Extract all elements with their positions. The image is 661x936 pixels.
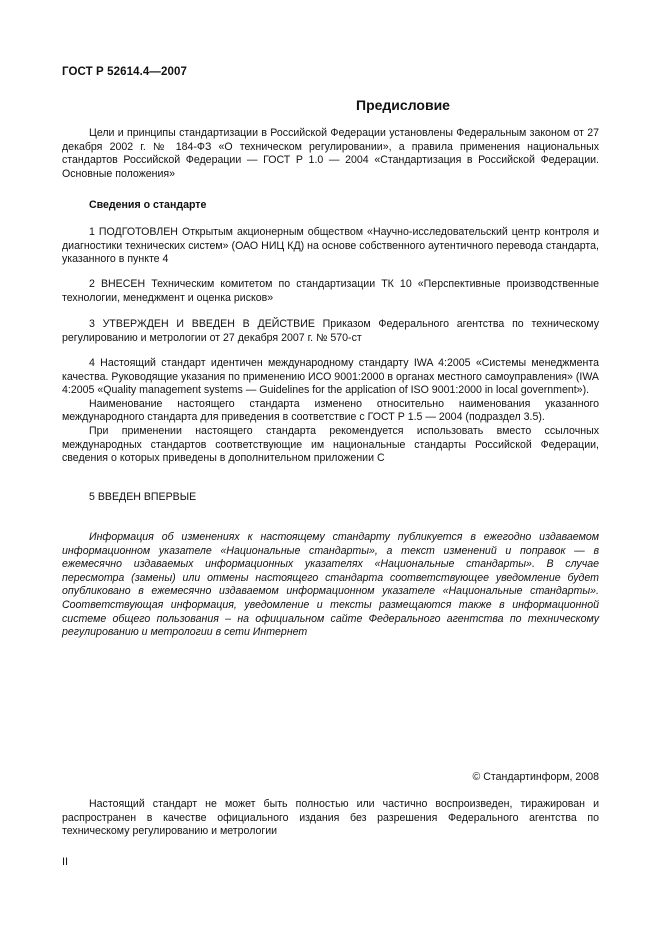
item-3: 3 УТВЕРЖДЕН И ВВЕДЕН В ДЕЙСТВИЕ Приказом Федерального агентства по техническому регулированию и метрологии от 27 декабря 2007 г. № 570-ст <box>62 318 599 344</box>
copyright: © Стандартинформ, 2008 <box>472 771 599 783</box>
item-2: 2 ВНЕСЕН Техническим комитетом по стандартизации ТК 10 «Перспективные производственные технологии, менеджмент и оценка рисков» <box>62 278 599 304</box>
section-heading-block <box>62 199 599 213</box>
intro-paragraph <box>62 127 599 181</box>
info-notice-block <box>62 531 599 640</box>
item-1: 1 ПОДГОТОВЛЕН Открытым акционерным обществом «Научно-исследовательский центр контроля и диагностики технических систем» (ОАО НИЦ КД) на основе собственного аутентичного перевода стандарта, указанного в пункте 4 <box>62 226 599 266</box>
item-2-block <box>62 278 599 305</box>
intro-text: Цели и принципы стандартизации в Российской Федерации установлены Федеральным законом от 27 декабря 2002 г. № 184-ФЗ «О техническом регулировании», а правила применения национальных стандартов Российской Федерации — ГОСТ Р 1.0 — 2004 «Стандартизация в Российской Федерации. Основные положения» <box>62 127 599 180</box>
item-1-block <box>62 226 599 267</box>
section-heading: Сведения о стандарте <box>89 199 207 211</box>
reproduction-notice: Настоящий стандарт не может быть полностью или частично воспроизведен, тиражирован и распространен в качестве официального издания без разрешения Федерального агентства по техническому регулированию и метрологии <box>62 798 599 838</box>
reproduction-notice-block <box>62 798 599 839</box>
item-5-block <box>62 491 599 505</box>
item-4-name-note: Наименование настоящего стандарта изменено относительно наименования указанного международного стандарта для приведения в соответствие с ГОСТ Р 1.5 — 2004 (подраздел 3.5). <box>62 397 599 424</box>
info-notice: Информация об изменениях к настоящему стандарту публикуется в ежегодно издаваемом информационном указателе «Национальные стандарты», а текст изменений и поправок — в ежемесячно издаваемых информационных указателях «Национальные стандарты». В случае пересмотра (замены) или отмены настоящего стандарта соответствующее уведомление будет опубликовано в ежемесячно издаваемом информационном указателе «Национальные стандарты». Соответствующая информация, уведомление и тексты размещаются также в информационной системе общего пользования – на официальном сайте Федерального агентства по техническому регулированию и метрологии в сети Интернет <box>62 531 599 639</box>
page-number: II <box>62 856 69 868</box>
item-4-block <box>62 357 599 466</box>
page-title: Предисловие <box>356 97 450 113</box>
item-4: 4 Настоящий стандарт идентичен международному стандарту IWA 4:2005 «Системы менеджмента качества. Руководящие указания по применению ИСО 9001:2000 в органах местного самоуправления» (IWA 4:2005 «Quality management systems — Guidelines for the application of ISO 9001:2000 in local government»). <box>62 357 599 397</box>
item-3-block <box>62 318 599 345</box>
document-code: ГОСТ Р 52614.4—2007 <box>62 66 187 78</box>
item-5: 5 ВВЕДЕН ВПЕРВЫЕ <box>89 491 197 503</box>
item-4-refs-note: При применении настоящего стандарта рекомендуется использовать вместо ссылочных международных стандартов соответствующие им национальные стандарты Российской Федерации, сведения о которых приведены в дополнительном приложении С <box>62 424 599 465</box>
